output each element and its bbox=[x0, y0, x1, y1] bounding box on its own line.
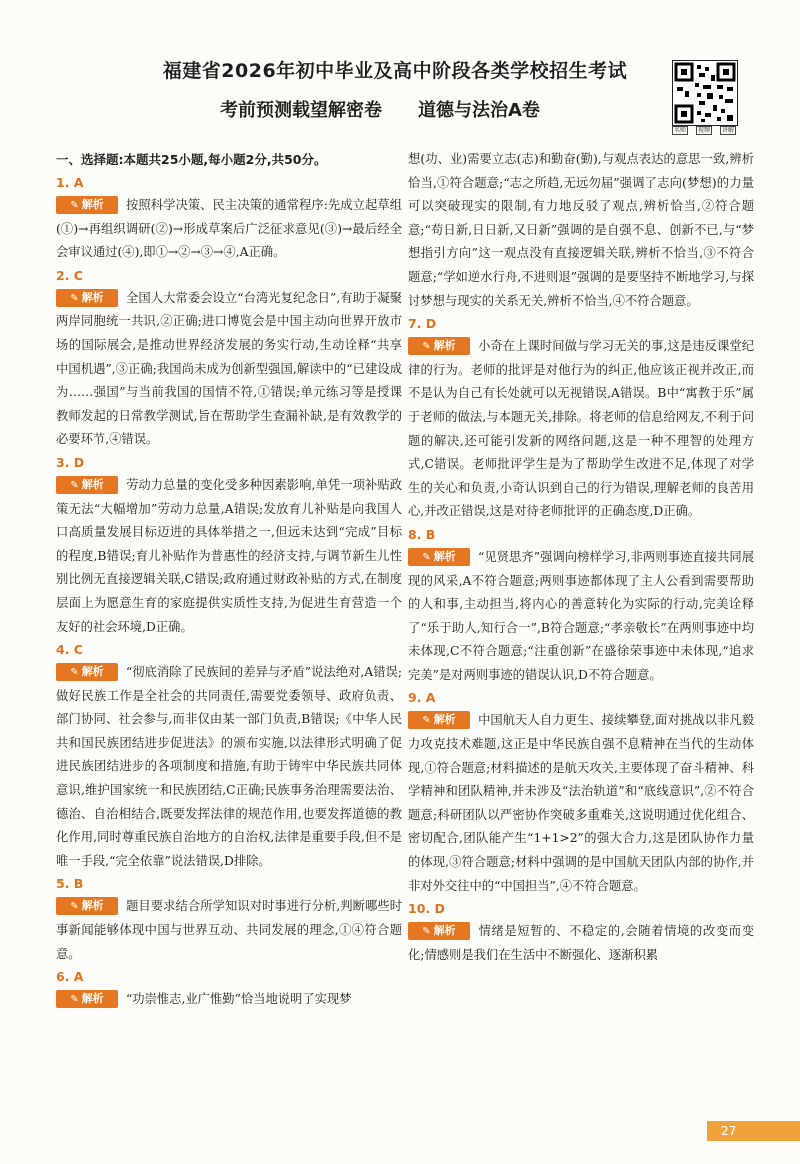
qr-caption-item: 讲解 bbox=[721, 127, 734, 134]
explanation-text: 题目要求结合所学知识对时事进行分析,判断哪些时事新闻能够体现中国与世界互动、共同发展的理念,①④符合题意。 bbox=[56, 899, 402, 961]
question-number: 2. C bbox=[56, 267, 83, 283]
analysis-badge-label: 解析 bbox=[81, 198, 104, 211]
subject-name: 道德与法治A卷 bbox=[418, 100, 540, 121]
analysis-badge bbox=[56, 196, 118, 214]
answer-explanation bbox=[56, 474, 402, 639]
explanation-text: 劳动力总量的变化受多种因素影响,单凭一项补贴政策无法“大幅增加”劳动力总量,A错误;发放育儿补贴是向我国人口高质量发展目标迈进的具体举措之一,但远未达到“完成”目标的程度,B错误;育儿补贴作为普惠性的经济支持,与调节新生儿性别比例无直接逻辑关联,C错误;政府通过财政补贴的方式,在制度层面上为愿意生育的家庭提供实质性支持,为促进生育营造一个友好的社会环境,D正确。 bbox=[56, 477, 402, 634]
page-number: 27 bbox=[707, 1121, 800, 1141]
answer-explanation bbox=[408, 335, 754, 524]
question-number: 1. A bbox=[56, 175, 84, 190]
section-heading: 一、选择题:本题共25小题,每小题2分,共50分。 bbox=[56, 152, 327, 167]
question-number: 5. B bbox=[56, 876, 84, 892]
explanation-text: “功崇惟志,业广惟勤”恰当地说明了实现梦 bbox=[126, 992, 352, 1007]
right-column bbox=[408, 148, 754, 967]
qr-caption bbox=[672, 126, 736, 135]
answer-explanation bbox=[56, 895, 402, 966]
explanation-text: 按照科学决策、民主决策的通常程序:先成立起草组(①)→再组织调研(②)→形成草案后广泛征求意见(③)→最后经全会审议通过(④),即①→②→③→④,A正确。 bbox=[56, 198, 402, 260]
analysis-badge bbox=[56, 990, 118, 1008]
exam-title: 福建省2026年初中毕业及高中阶段各类学校招生考试 bbox=[162, 60, 628, 82]
analysis-badge-label: 解析 bbox=[81, 665, 104, 679]
analysis-badge-label: 解析 bbox=[81, 992, 104, 1006]
explanation-text: 全国人大常委会设立“台湾光复纪念日”,有助于凝聚两岸同胞统一共识,②正确;进口博览会是中国主动向世界开放市场的国际展会,是推动世界经济发展的务实行动,生动诠释“共享中国机遇”,③正确;我国尚未成为创新型强国,解读中的“已建设成为……强国”与当前我国的国情不符,①错误;单元练习等是授课教师发起的日常教学测试,旨在帮助学生查漏补缺,是有效教学的必要环节,④错误。 bbox=[56, 290, 402, 447]
paper-subtitle bbox=[220, 96, 540, 122]
explanation-text: 想(功、业)需要立志(志)和勤奋(勤),与观点表达的意思一致,辨析恰当,①符合题意;“志之所趋,无远勿届”强调了志向(梦想)的力量可以突破现实的限制,有力地反驳了观点,辨析恰当,②符合题意;“苟日新,日日新,又日新”强调的是自强不息、创新不已,与“梦想指引方向”这一观点没有直接逻辑关联,辨析不恰当,③不符合题意;“学如逆水行舟,不进则退”强调的是要坚持不断地学习,与探讨梦想与现实的关系无关,辨析不恰当,④不符合题意。 bbox=[408, 152, 754, 308]
pencil-icon: ✎ bbox=[70, 994, 79, 1006]
pencil-icon: ✎ bbox=[422, 715, 431, 727]
answer-explanation bbox=[408, 709, 754, 898]
pencil-icon: ✎ bbox=[422, 926, 431, 938]
analysis-badge bbox=[408, 337, 470, 355]
analysis-badge-label: 解析 bbox=[433, 713, 456, 727]
analysis-badge-label: 解析 bbox=[433, 339, 456, 353]
analysis-badge bbox=[56, 663, 118, 681]
answer-explanation bbox=[408, 546, 754, 688]
left-column bbox=[56, 148, 402, 1012]
analysis-badge-label: 解析 bbox=[81, 290, 104, 304]
qr-caption-item: 视频 bbox=[697, 127, 710, 134]
qr-code-icon bbox=[672, 60, 738, 126]
paper-name: 考前预测载望解密卷 bbox=[220, 100, 382, 121]
qr-caption-item: 名师 bbox=[673, 127, 686, 134]
answer-explanation bbox=[56, 194, 402, 265]
question-number: 6. A bbox=[56, 969, 84, 985]
pencil-icon: ✎ bbox=[70, 479, 79, 491]
answer-explanation bbox=[56, 661, 402, 873]
analysis-badge-label: 解析 bbox=[81, 477, 104, 491]
analysis-badge bbox=[408, 548, 470, 566]
answer-explanation bbox=[56, 988, 402, 1012]
pencil-icon: ✎ bbox=[70, 292, 79, 304]
question-number: 8. B bbox=[408, 526, 436, 542]
question-number: 9. A bbox=[408, 690, 436, 706]
analysis-badge bbox=[56, 897, 118, 915]
question-number: 10. D bbox=[408, 901, 445, 917]
analysis-badge-label: 解析 bbox=[433, 924, 456, 938]
analysis-badge bbox=[56, 476, 118, 494]
answer-explanation bbox=[408, 920, 754, 967]
question-number: 4. C bbox=[56, 642, 83, 658]
question-number: 7. D bbox=[408, 316, 437, 332]
pencil-icon: ✎ bbox=[70, 901, 79, 913]
analysis-badge bbox=[408, 711, 470, 729]
explanation-text: 小奇在上课时间做与学习无关的事,这是违反课堂纪律的行为。老师的批评是对他行为的纠正,他应该正视并改正,而不是认为自己有长处就可以无视错误,A错误。B中“寓教于乐”属于老师的做法,与本题无关,排除。将老师的信息给网友,不利于问题的解决,还可能引发新的网络问题,这是一种不理智的处理方式,C错误。老师批评学生是为了帮助学生改进不足,体现了对学生的关心和负责,小奇认识到自己的行为错误,理解老师的良苦用心,并改正错误,这是对待老师批评的正确态度,D正确。 bbox=[408, 339, 754, 519]
explanation-text: “彻底消除了民族间的差异与矛盾”说法绝对,A错误;做好民族工作是全社会的共同责任,需要党委领导、政府负责、部门协同、社会参与,而非仅由某一部门负责,B错误;《中华人民共和国民族团结进步促进法》的颁布实施,以法律形式明确了促进民族团结进步的各项制度和措施,有助于铸牢中华民族共同体意识,维护国家统一和民族团结,C正确;民族事务治理需要法治、德治、自治相结合,既要发挥法律的规范作用,也要发挥道德的教化作用,同时尊重民族自治地方的自治权,法律是重要手段,但不是唯一手段,“完全依靠”说法错误,D排除。 bbox=[56, 665, 402, 868]
pencil-icon: ✎ bbox=[422, 341, 431, 353]
analysis-badge bbox=[408, 922, 470, 940]
pencil-icon: ✎ bbox=[422, 551, 431, 563]
pencil-icon: ✎ bbox=[70, 200, 79, 211]
question-number: 3. D bbox=[56, 454, 85, 470]
answer-explanation bbox=[56, 287, 402, 452]
explanation-text: “见贤思齐”强调向榜样学习,非两则事迹直接共同展现的风采,A不符合题意;两则事迹都体现了主人公看到需要帮助的人和事,主动担当,将内心的善意转化为实际的行动,完美诠释了“乐于助人,知行合一”,B符合题意;“孝亲敬长”在两则事迹中均未体现,C不符合题意;“注重创新”在盛徐荣事迹中未体现,“追求完美”是对两则事迹的错误认识,D不符合题意。 bbox=[408, 549, 754, 682]
analysis-badge-label: 解析 bbox=[81, 899, 104, 913]
answer-explanation bbox=[408, 148, 754, 313]
analysis-badge bbox=[56, 289, 118, 307]
analysis-badge-label: 解析 bbox=[433, 549, 456, 563]
explanation-text: 中国航天人自力更生、接续攀登,面对挑战以非凡毅力攻克技术难题,这正是中华民族自强不息精神在当代的生动体现,①符合题意;材料描述的是航天攻关,主要体现了奋斗精神、科学精神和团队精神,并未涉及“法治轨道”和“底线意识”,②不符合题意;科研团队以严密协作突破多重难关,这说明通过优化组合、密切配合,团队能产生“1+1>2”的强大合力,这是团队协作力量的体现,③符合题意;材料中强调的是中国航天团队内部的协作,并非对外交往中的“中国担当”,④不符合题意。 bbox=[408, 713, 754, 893]
explanation-text: 情绪是短暂的、不稳定的,会随着情境的改变而变化;情感则是我们在生活中不断强化、逐渐积累 bbox=[408, 924, 754, 962]
pencil-icon: ✎ bbox=[70, 667, 79, 679]
